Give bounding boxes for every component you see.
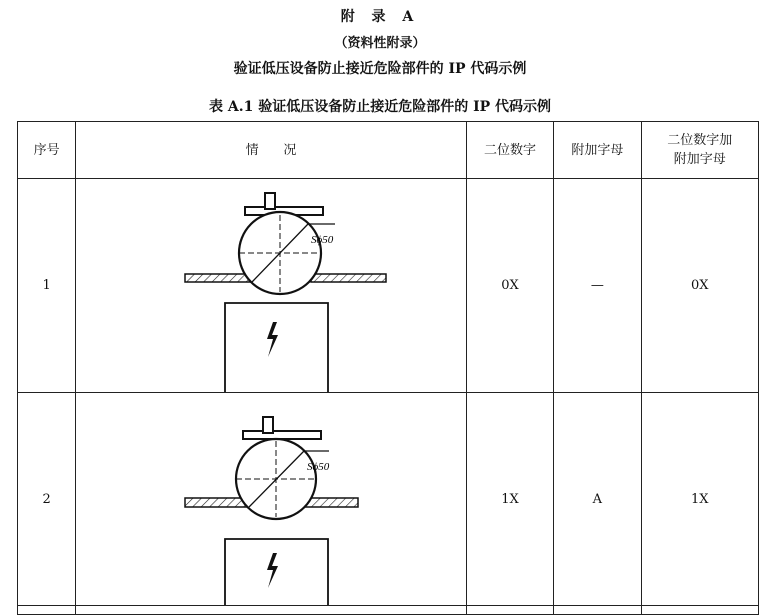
header-letter: 附加字母 [554,122,641,179]
row-digit: 0X [466,179,553,393]
row-digit-letter: 0X [641,179,759,393]
appendix-heading: 附 录 A [340,9,420,25]
hazardous-part-box [225,303,328,392]
table-caption: 表 A.1 验证低压设备防止接近危险部件的 IP 代码示例 [208,99,552,115]
header-digit: 二位数字 [466,122,553,179]
enclosure-wall-right [311,274,386,282]
row-no: 2 [18,393,76,606]
header-situation: 情 况 [76,122,467,179]
row-digit-letter: 1X [641,393,759,606]
table-row [18,393,759,606]
row-digit: 1X [466,393,553,606]
handle [265,193,275,209]
table-row-partial [18,606,759,615]
header-digit-letter [641,122,759,179]
test-sphere-diagram [77,393,466,605]
header-digit-letter-line2: 附加字母 [673,152,726,167]
row-figure [76,393,467,606]
ip-code-table [17,121,759,615]
test-sphere-diagram [77,179,466,392]
lightning-icon [267,553,278,588]
table-row [18,179,759,393]
row-no: 1 [18,179,76,393]
enclosure-wall-left [185,498,249,507]
hazardous-part-box [225,539,328,605]
header-digit-letter-line1: 二位数字加 [667,133,733,148]
lightning-icon [267,322,278,357]
table-header-row [18,122,759,179]
sphere-size-label: Sϕ50 [310,234,333,246]
appendix-title: 验证低压设备防止接近危险部件的 IP 代码示例 [233,61,527,77]
sphere-size-label: Sϕ50 [306,461,329,473]
enclosure-wall-right [304,498,358,507]
header-no: 序号 [18,122,76,179]
stop-plate [243,431,321,439]
row-letter: A [554,393,641,606]
appendix-nature: （资料性附录） [334,36,426,51]
row-letter: — [554,179,641,393]
handle [263,417,273,433]
row-figure [76,179,467,393]
